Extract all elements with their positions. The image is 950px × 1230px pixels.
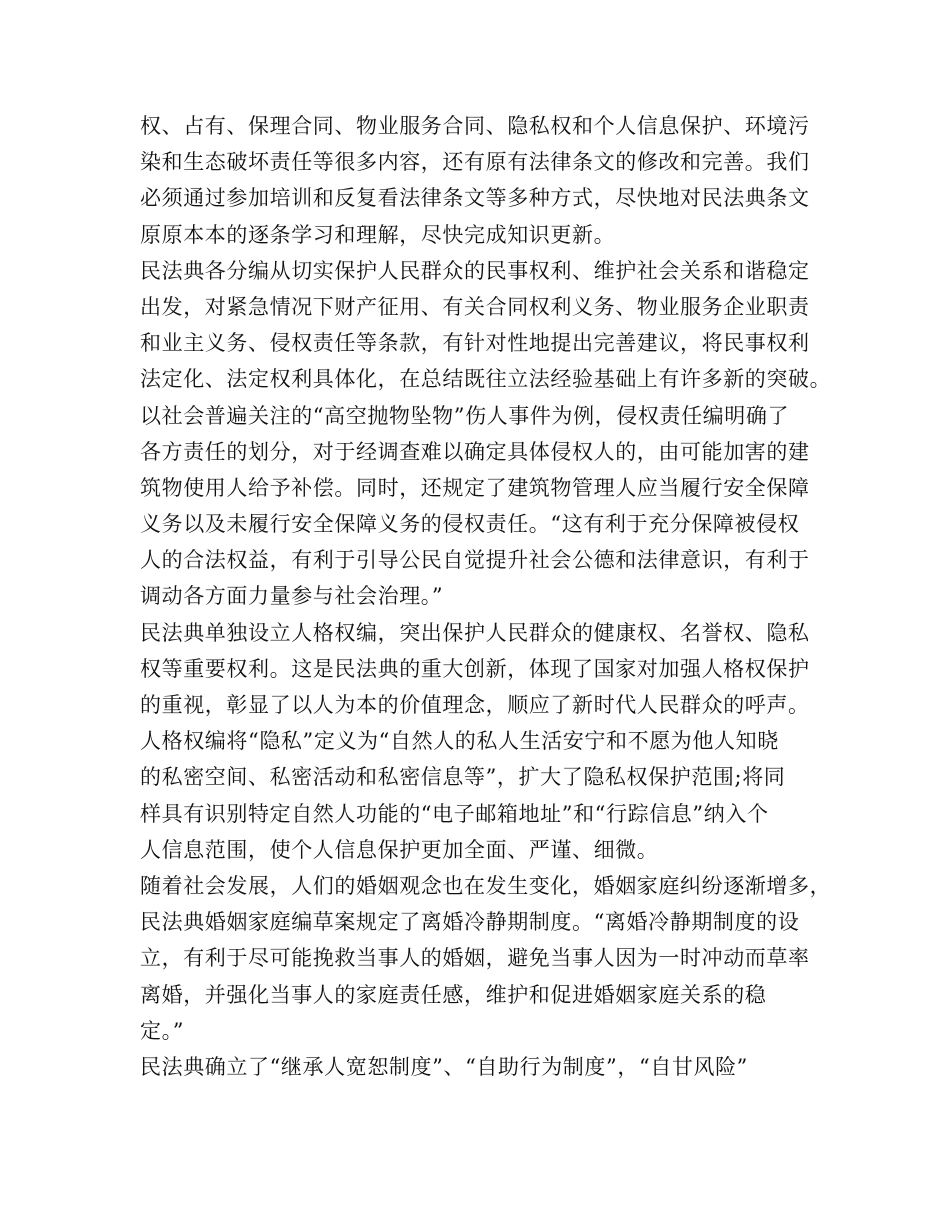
text-line: 的重视，彰显了以人为本的价值理念，顺应了新时代人民群众的呼声。 xyxy=(140,693,810,717)
text-line: 民法典各分编从切实保护人民群众的民事权利、维护社会关系和谐稳定 xyxy=(140,258,810,283)
text-line: 必须通过参加培训和反复看法律条文等多种方式，尽快地对民法典条文 xyxy=(140,186,810,211)
text-line: 人格权编将“隐私”定义为“自然人的私人生活安宁和不愿为他人知晓 xyxy=(140,729,779,754)
text-line: 离婚，并强化当事人的家庭责任感，维护和促进婚姻家庭关系的稳 xyxy=(140,982,767,1007)
text-line: 民法典单独设立人格权编，突出保护人民群众的健康权、名誉权、隐私 xyxy=(140,620,810,645)
text-line: 的私密空间、私密活动和私密信息等”，扩大了隐私权保护范围;将同 xyxy=(140,765,786,790)
document-body xyxy=(140,108,832,1085)
text-line: 调动各方面力量参与社会治理。” xyxy=(140,584,444,609)
text-line: 民法典确立了“继承人宽恕制度”、“自助行为制度”，“自甘风险” xyxy=(140,1054,749,1079)
text-line: 原原本本的逐条学习和理解，尽快完成知识更新。 xyxy=(140,222,616,247)
text-line: 法定化、法定权利具体化，在总结既往立法经验基础上有许多新的突破。 xyxy=(140,367,832,392)
text-line: 民法典婚姻家庭编草案规定了离婚冷静期制度。“离婚冷静期制度的设 xyxy=(140,910,800,935)
text-line: 以社会普遍关注的“高空抛物坠物”伤人事件为例，侵权责任编明确了 xyxy=(140,403,790,428)
text-line: 人的合法权益，有利于引导公民自觉提升社会公德和法律意识，有利于 xyxy=(140,548,810,573)
text-line: 筑物使用人给予补偿。同时，还规定了建筑物管理人应当履行安全保障 xyxy=(140,475,810,500)
text-line: 权、占有、保理合同、物业服务合同、隐私权和个人信息保护、环境污 xyxy=(140,114,810,138)
text-line: 义务以及未履行安全保障义务的侵权责任。“这有利于充分保障被侵权 xyxy=(140,512,800,537)
text-line: 随着社会发展，人们的婚姻观念也在发生变化，婚姻家庭纠纷逐渐增多， xyxy=(140,873,832,898)
text-line: 立，有利于尽可能挽救当事人的婚姻，避免当事人因为一时冲动而草率 xyxy=(140,946,810,971)
text-line: 权等重要权利。这是民法典的重大创新，体现了国家对加强人格权保护 xyxy=(140,656,810,681)
text-line: 人信息范围，使个人信息保护更加全面、严谨、细微。 xyxy=(140,837,659,862)
text-line: 定。” xyxy=(140,1018,185,1043)
text-line: 出发，对紧急情况下财产征用、有关合同权利义务、物业服务企业职责 xyxy=(140,294,810,319)
text-line: 各方责任的划分，对于经调查难以确定具体侵权人的，由可能加害的建 xyxy=(140,439,810,464)
text-line: 样具有识别特定自然人功能的“电子邮箱地址”和“行踪信息”纳入个 xyxy=(140,801,769,826)
text-line: 染和生态破坏责任等很多内容，还有原有法律条文的修改和完善。我们 xyxy=(140,150,810,175)
text-line: 和业主义务、侵权责任等条款，有针对性地提出完善建议，将民事权利 xyxy=(140,331,810,356)
